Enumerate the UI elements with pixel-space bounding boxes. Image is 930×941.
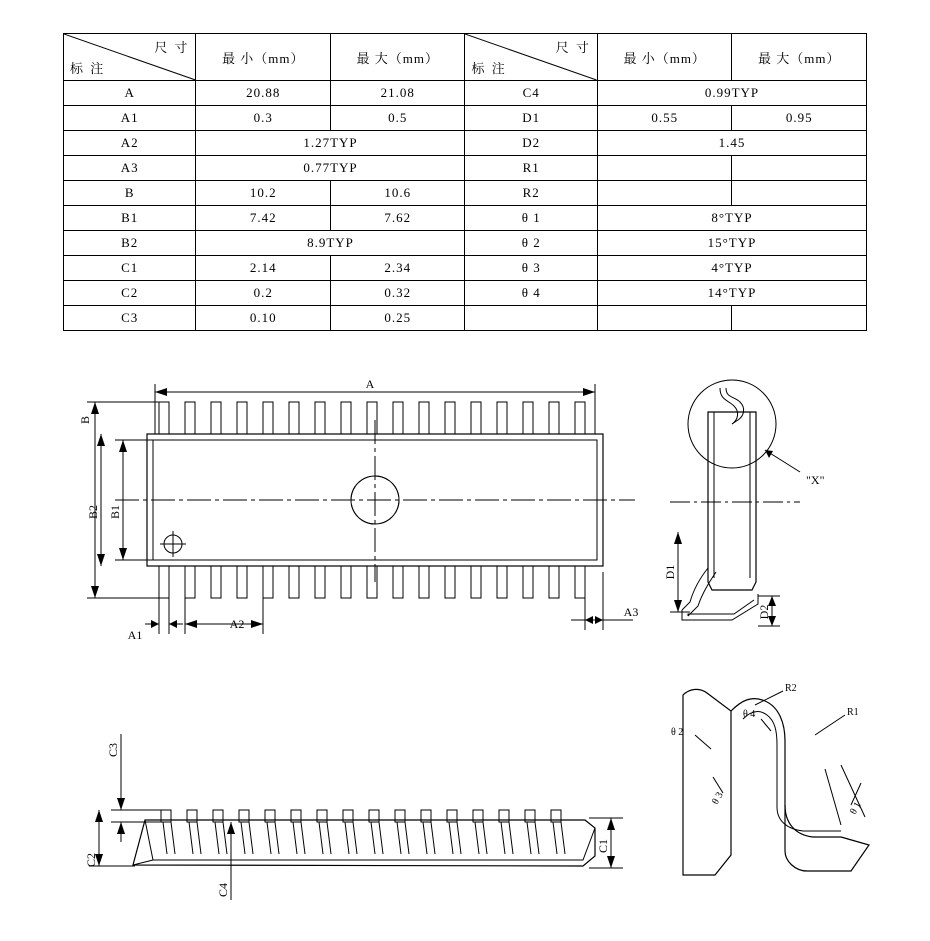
detail-x-label: "X" xyxy=(806,473,825,487)
row-label-2: θ 3 xyxy=(465,256,597,281)
r1-label: R1 xyxy=(847,707,859,718)
r2-label: R2 xyxy=(785,683,797,694)
row-label: C1 xyxy=(64,256,196,281)
r1-leader xyxy=(815,707,859,735)
top-view-drawing xyxy=(55,372,665,672)
row-max: 7.62 xyxy=(330,206,465,231)
dim-c1-label: C1 xyxy=(596,838,610,854)
header-col-min-2: 最 小（mm） xyxy=(597,34,732,81)
header-mark-text-2: 标 注 xyxy=(471,61,507,76)
row-label-2: R2 xyxy=(465,181,597,206)
table-row xyxy=(64,131,867,156)
dim-d1-label: D1 xyxy=(663,564,677,580)
row-min-2 xyxy=(597,156,732,181)
theta2-leader xyxy=(671,727,711,749)
lead-detail-drawing xyxy=(655,665,920,925)
row-label: B1 xyxy=(64,206,196,231)
dim-b1-label: B1 xyxy=(108,504,122,520)
table-header-row xyxy=(64,34,867,81)
row-max: 0.32 xyxy=(330,281,465,306)
row-min: 0.10 xyxy=(196,306,331,331)
row-label-2: θ 1 xyxy=(465,206,597,231)
theta3-leader xyxy=(710,777,726,807)
row-max: 0.25 xyxy=(330,306,465,331)
dimension-table-container xyxy=(63,33,867,331)
table-row xyxy=(64,106,867,131)
row-label: A2 xyxy=(64,131,196,156)
table-row xyxy=(64,206,867,231)
row-value-span-2: 15°TYP xyxy=(597,231,866,256)
header-col-min: 最 小（mm） xyxy=(196,34,331,81)
table-row xyxy=(64,256,867,281)
row-label-2: θ 4 xyxy=(465,281,597,306)
theta4-leader xyxy=(743,709,771,731)
row-label: C2 xyxy=(64,281,196,306)
table-row xyxy=(64,281,867,306)
row-max-2 xyxy=(732,181,867,206)
dim-d2-label: D2 xyxy=(757,604,771,620)
row-value-span-2: 1.45 xyxy=(597,131,866,156)
row-value-span: 1.27TYP xyxy=(196,131,465,156)
row-value-span-2: 4°TYP xyxy=(597,256,866,281)
dim-c4-label: C4 xyxy=(216,882,230,898)
header-cell-right-label xyxy=(465,34,597,81)
dim-b-label: B xyxy=(78,415,92,425)
side-detail-drawing xyxy=(660,372,920,672)
dim-c2-label: C2 xyxy=(84,852,98,868)
row-value-span-2: 0.99TYP xyxy=(597,81,866,106)
row-min: 7.42 xyxy=(196,206,331,231)
row-label: A3 xyxy=(64,156,196,181)
row-min: 10.2 xyxy=(196,181,331,206)
row-max: 2.34 xyxy=(330,256,465,281)
row-label-2 xyxy=(465,306,597,331)
dim-c3-label: C3 xyxy=(106,742,120,758)
theta1-leader xyxy=(848,783,864,817)
row-min-2 xyxy=(597,306,732,331)
dim-a1-group xyxy=(128,598,183,642)
theta3-label: θ 3 xyxy=(710,790,726,807)
row-value-span: 8.9TYP xyxy=(196,231,465,256)
theta1-label: θ 1 xyxy=(848,800,864,817)
dim-c1-group xyxy=(589,818,623,868)
row-label: B2 xyxy=(64,231,196,256)
dim-b2-label: B2 xyxy=(86,504,100,520)
pin1-marker-icon xyxy=(160,531,186,557)
dim-a2-group xyxy=(185,598,263,634)
theta2-label: θ 2 xyxy=(671,727,684,738)
header-col-max-2: 最 大（mm） xyxy=(732,34,867,81)
row-min-2: 0.55 xyxy=(597,106,732,131)
row-max-2 xyxy=(732,156,867,181)
row-value-span-2: 8°TYP xyxy=(597,206,866,231)
row-min: 20.88 xyxy=(196,81,331,106)
row-max: 10.6 xyxy=(330,181,465,206)
row-label-2: D2 xyxy=(465,131,597,156)
row-max-2 xyxy=(732,306,867,331)
row-min: 0.3 xyxy=(196,106,331,131)
row-min-2 xyxy=(597,181,732,206)
header-cell-left-label xyxy=(64,34,196,81)
row-value-span-2: 14°TYP xyxy=(597,281,866,306)
row-label: C3 xyxy=(64,306,196,331)
row-min: 0.2 xyxy=(196,281,331,306)
top-pins xyxy=(159,402,585,434)
dim-d2-group xyxy=(757,596,780,626)
row-min: 2.14 xyxy=(196,256,331,281)
table-row xyxy=(64,181,867,206)
r2-leader xyxy=(755,683,797,705)
header-dim-text-2: 尺 寸 xyxy=(555,40,591,55)
dim-c3-group xyxy=(106,734,161,842)
dim-a2-label: A2 xyxy=(229,617,245,631)
dim-a-label: A xyxy=(365,377,375,391)
row-label: A xyxy=(64,81,196,106)
row-label: A1 xyxy=(64,106,196,131)
row-label-2: D1 xyxy=(465,106,597,131)
dim-a3-group xyxy=(571,572,638,630)
bottom-pins xyxy=(159,566,585,598)
header-mark-text: 标 注 xyxy=(70,61,106,76)
row-label-2: R1 xyxy=(465,156,597,181)
row-max: 21.08 xyxy=(330,81,465,106)
header-col-max: 最 大（mm） xyxy=(330,34,465,81)
front-view-drawing xyxy=(55,670,645,930)
dim-c2-group xyxy=(84,810,135,867)
row-label: B xyxy=(64,181,196,206)
dim-a3-label: A3 xyxy=(623,605,639,619)
dim-a1-label: A1 xyxy=(127,628,143,642)
dim-c4-group xyxy=(216,822,235,900)
header-dim-text: 尺 寸 xyxy=(154,40,190,55)
row-label-2: C4 xyxy=(465,81,597,106)
dimension-table xyxy=(63,33,867,331)
row-max: 0.5 xyxy=(330,106,465,131)
row-max-2: 0.95 xyxy=(732,106,867,131)
table-row xyxy=(64,231,867,256)
dim-d1-group xyxy=(663,532,690,612)
table-row xyxy=(64,156,867,181)
row-value-span: 0.77TYP xyxy=(196,156,465,181)
table-row xyxy=(64,81,867,106)
table-row xyxy=(64,306,867,331)
theta4-label: θ 4 xyxy=(743,709,756,720)
row-label-2: θ 2 xyxy=(465,231,597,256)
